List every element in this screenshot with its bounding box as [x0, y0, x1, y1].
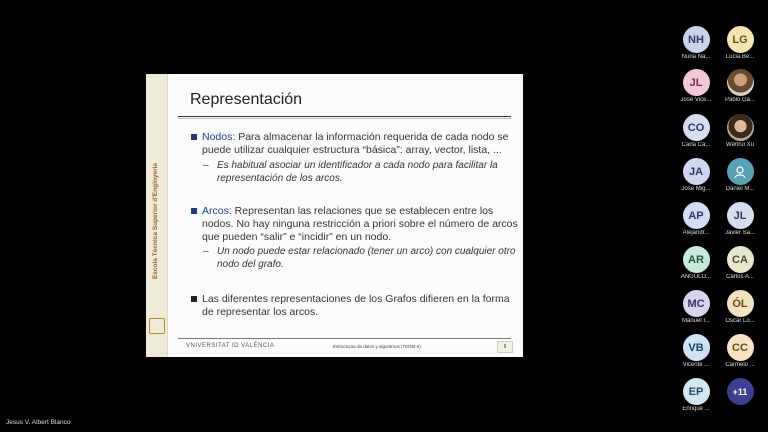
bullet-arcos [192, 205, 520, 244]
avatar: AR [683, 246, 710, 273]
participant-name: Jose Vice... [680, 97, 712, 103]
title-divider-secondary [178, 118, 511, 119]
bullet-square-icon [191, 296, 197, 302]
avatar-photo [727, 114, 754, 141]
avatar: NH [683, 26, 710, 53]
sub-bullet-text: Un nodo puede estar relacionado (tener un arco) con cualquier otro nodo del grafo. [217, 246, 516, 270]
slide-sidebar [146, 74, 168, 357]
footer-course: Estructuras de datos y algoritmos (TEDM-II) [333, 344, 421, 349]
presenter-name: Jesus V. Albert Blanco [6, 419, 71, 426]
bullet-text: : Para almacenar la información requerida de cada nodo se puede utilizar cualquier estructura “básica”: array, vector, lista, ... [202, 131, 509, 156]
footer-divider [178, 338, 511, 339]
sub-bullet-arcos: – Un nodo puede estar relacionado (tener un arco) con cualquier otro nodo del grafo. [203, 245, 523, 271]
slide-title: Representación [190, 91, 303, 108]
avatar-photo [727, 69, 754, 96]
bullet-nodos [192, 131, 520, 157]
user-icon [727, 158, 754, 185]
bullet-keyword: Arcos [202, 205, 229, 217]
bullet-keyword: Nodos [202, 131, 233, 143]
avatar: VB [683, 334, 710, 361]
bullet-representaciones [192, 293, 520, 319]
bullet-square-icon [191, 208, 197, 214]
participant-name: Enrique ... [682, 406, 710, 412]
more-participants-count: +11 [727, 378, 754, 405]
school-logo-icon [149, 318, 165, 334]
avatar: JL [727, 202, 754, 229]
participant-tile[interactable] [710, 26, 768, 60]
participant-tile[interactable] [710, 246, 768, 280]
participant-name: Carlos A... [726, 274, 754, 280]
footer-page-number: II [497, 341, 513, 353]
participant-name: Nuria Na... [681, 54, 711, 60]
avatar: CA [727, 246, 754, 273]
avatar: MC [683, 290, 710, 317]
title-divider [178, 116, 511, 117]
participant-tile[interactable] [710, 114, 768, 148]
sub-bullet-nodos: – Es habitual asociar un identificador a cada nodo para facilitar la representación de los arcos. [203, 159, 523, 185]
participant-name: Javier Sa... [724, 230, 755, 236]
participant-tile[interactable] [710, 334, 768, 368]
participant-name: Carla Ca... [681, 142, 711, 148]
footer-university: VNIVERSITAT ID VALÈNCIA [186, 343, 275, 349]
participant-tile[interactable] [710, 202, 768, 236]
participant-tile[interactable] [710, 290, 768, 324]
avatar: JL [683, 69, 710, 96]
participant-name: Daniel M... [725, 186, 755, 192]
avatar: ÓL [727, 290, 754, 317]
avatar: EP [683, 378, 710, 405]
participant-name: Jose Mig... [681, 186, 711, 192]
school-name: Escola Tècnica Superior d'Enginyeria [152, 162, 159, 280]
shared-slide [146, 74, 523, 357]
participant-tile[interactable] [710, 158, 768, 192]
participant-name: Manuel I... [681, 318, 710, 324]
participant-name: Lucia Be... [725, 54, 755, 60]
bullet-square-icon [191, 134, 197, 140]
avatar: LG [727, 26, 754, 53]
bullet-text: Las diferentes representaciones de los Grafos difieren en la forma de representar los arcos. [202, 293, 510, 318]
participant-name: Alejandr... [682, 230, 710, 236]
participant-tile[interactable] [710, 69, 768, 103]
avatar: AP [683, 202, 710, 229]
participant-name: Pablo Ga... [724, 97, 756, 103]
participant-name: Óscar Lo... [725, 318, 755, 324]
participant-name: Carmelo ... [725, 362, 755, 368]
avatar: JA [683, 158, 710, 185]
participant-name: Vicente ... [682, 362, 710, 368]
more-participants-button[interactable] [710, 378, 768, 405]
avatar: CC [727, 334, 754, 361]
bullet-text: : Representan las relaciones que se establecen entre los nodos. No hay ninguna restricción a priori sobre el número de arcos que pueden “salir” e “incidir” en un nodo. [202, 205, 518, 243]
slide-content [168, 74, 523, 357]
participant-name: Wenrui Xu [726, 142, 754, 148]
avatar: CO [683, 114, 710, 141]
sub-bullet-text: Es habitual asociar un identificador a cada nodo para facilitar la representación de los arcos. [217, 160, 498, 184]
participant-name: ANGULO... [680, 274, 712, 280]
